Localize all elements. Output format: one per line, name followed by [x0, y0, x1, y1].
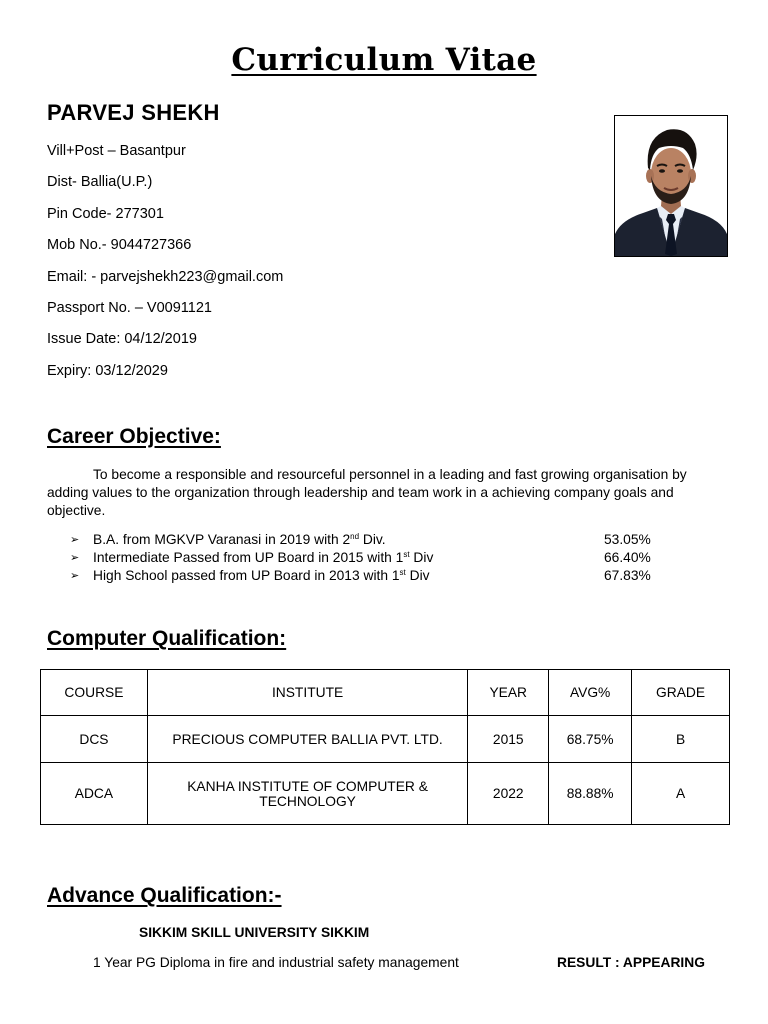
table-cell: DCS	[41, 716, 148, 763]
table-cell: 68.75%	[549, 716, 632, 763]
career-objective-heading: Career Objective:	[47, 425, 221, 448]
education-entry: High School passed from UP Board in 2013 with 1st Div	[93, 568, 430, 583]
education-percent: 67.83%	[604, 568, 651, 583]
mobile-line: Mob No.- 9044727366	[47, 237, 192, 254]
district-line: Dist- Ballia(U.P.)	[47, 174, 153, 191]
column-header: GRADE	[632, 670, 730, 716]
column-header: INSTITUTE	[147, 670, 467, 716]
education-entry: Intermediate Passed from UP Board in 2015 with 1st Div	[93, 550, 434, 565]
table-cell: KANHA INSTITUTE OF COMPUTER & TECHNOLOGY	[147, 763, 467, 825]
table-cell: PRECIOUS COMPUTER BALLIA PVT. LTD.	[147, 716, 467, 763]
table-header-row	[41, 670, 730, 716]
passport-line: Passport No. – V0091121	[47, 299, 212, 316]
table-cell: 2015	[468, 716, 549, 763]
table-cell: ADCA	[41, 763, 148, 825]
objective-paragraph: To become a responsible and resourceful personnel in a leading and fast growing organisation by adding values to the organization through leadership and team work in a achieving company goals and objective.	[47, 467, 687, 518]
table-cell: B	[632, 716, 730, 763]
pin-code-line: Pin Code- 277301	[47, 205, 164, 222]
expiry-line: Expiry: 03/12/2029	[47, 362, 168, 379]
candidate-name: PARVEJ SHEKH	[47, 100, 220, 125]
contact-details	[47, 143, 283, 394]
advance-qualification-heading: Advance Qualification:-	[47, 884, 282, 907]
table-cell: 88.88%	[549, 763, 632, 825]
arrow-bullet-icon: ➢	[70, 552, 80, 564]
person-portrait-icon	[615, 116, 727, 256]
education-list	[70, 531, 670, 585]
list-item	[70, 531, 670, 549]
column-header: YEAR	[468, 670, 549, 716]
result-status: RESULT : APPEARING	[557, 955, 705, 970]
table-row	[41, 763, 730, 825]
arrow-bullet-icon: ➢	[70, 570, 80, 582]
arrow-bullet-icon: ➢	[70, 534, 80, 546]
column-header: AVG%	[549, 670, 632, 716]
table-row	[41, 716, 730, 763]
document-title: Curriculum Vitae	[231, 42, 537, 78]
profile-photo	[614, 115, 728, 257]
table-cell: A	[632, 763, 730, 825]
education-percent: 53.05%	[604, 532, 651, 547]
address-line: Vill+Post – Basantpur	[47, 143, 186, 159]
education-entry: B.A. from MGKVP Varanasi in 2019 with 2nd Div.	[93, 532, 386, 547]
career-objective-text	[47, 466, 717, 520]
university-name: SIKKIM SKILL UNIVERSITY SIKKIM	[139, 925, 370, 940]
table-cell: 2022	[468, 763, 549, 825]
diploma-course: 1 Year PG Diploma in fire and industrial safety management	[93, 955, 459, 970]
list-item	[70, 567, 670, 585]
education-percent: 66.40%	[604, 550, 651, 565]
column-header: COURSE	[41, 670, 148, 716]
email-line: Email: - parvejshekh223@gmail.com	[47, 268, 284, 285]
computer-qualification-table	[40, 669, 730, 825]
computer-qualification-heading: Computer Qualification:	[47, 627, 287, 650]
issue-date-line: Issue Date: 04/12/2019	[47, 331, 197, 348]
list-item	[70, 549, 670, 567]
